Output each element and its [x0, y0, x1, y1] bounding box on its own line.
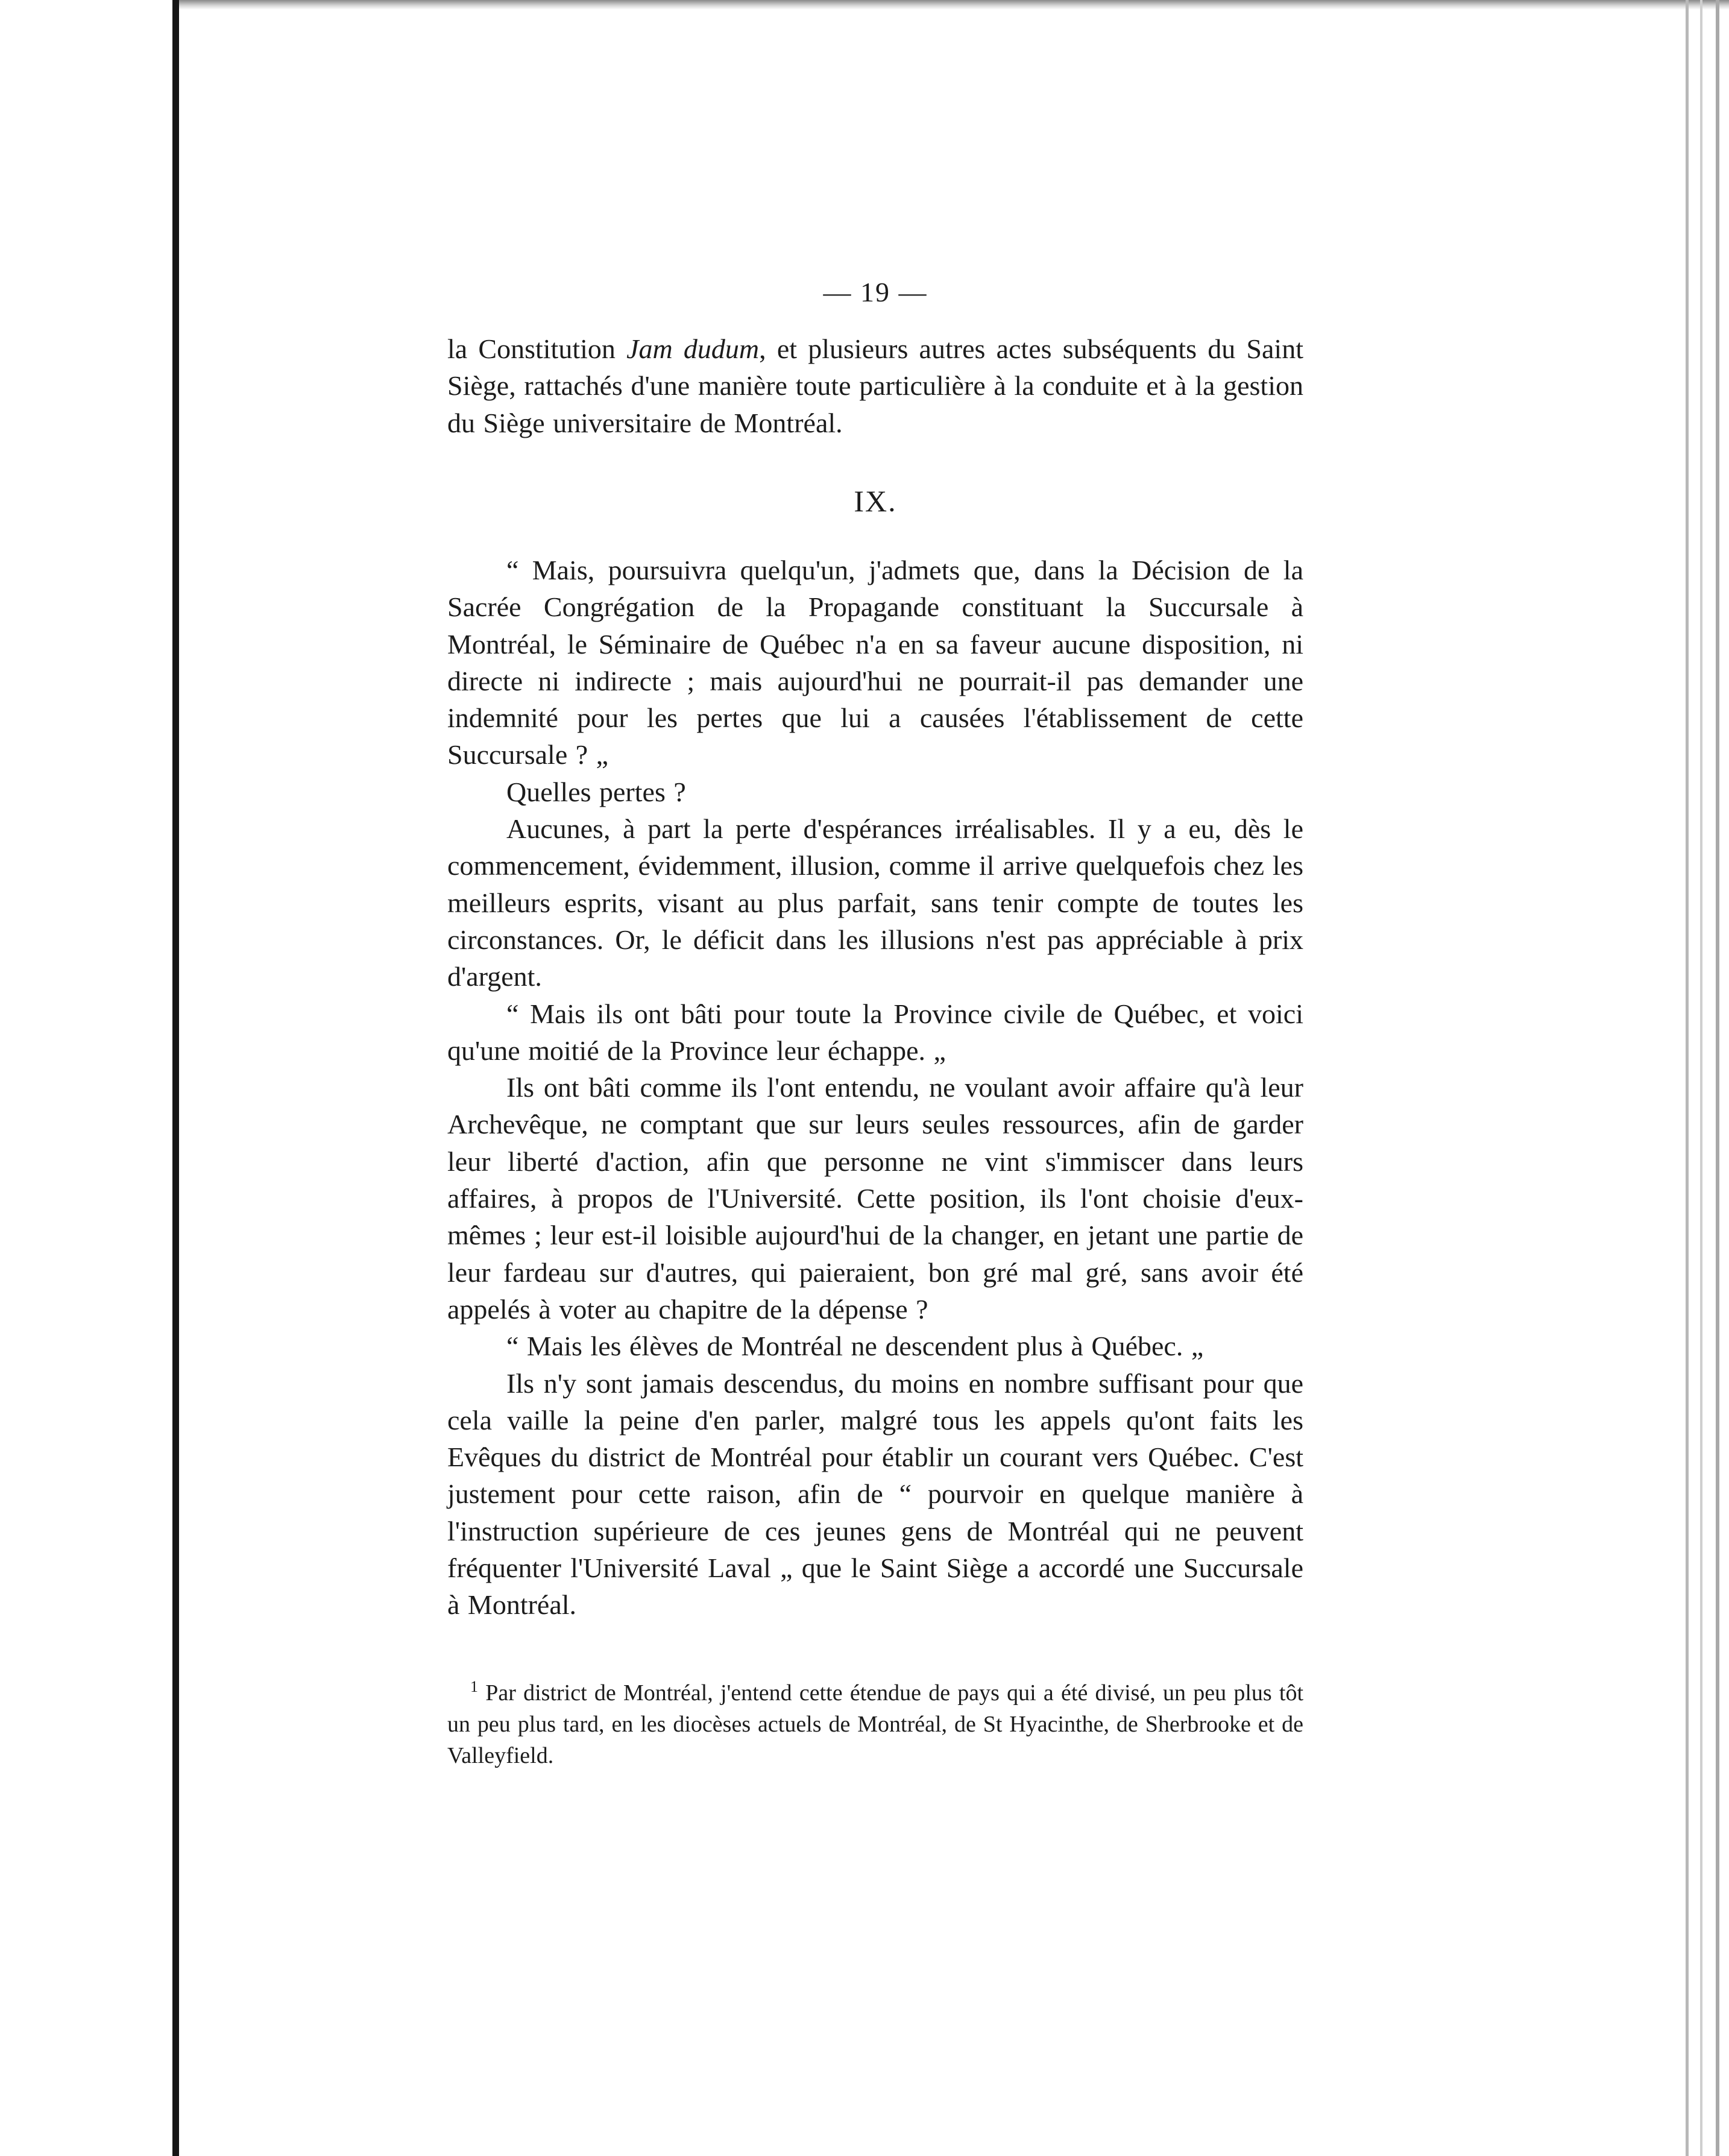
footnote: [447, 1677, 1303, 1771]
footnote-text: Par district de Montréal, j'entend cette étendue de pays qui a été divisé, un peu plus tôt un peu plus tard, en les diocèses actuels de Montréal, de St Hyacinthe, de Sherbrooke et de Valleyfield.: [447, 1680, 1304, 1768]
page-edge: [1686, 0, 1689, 2156]
paragraph: “ Mais, poursuivra quelqu'un, j'admets que, dans la Décision de la Sacrée Congrégation de la Propagande constituant la Succursale à Montréal, le Séminaire de Québec n'a en sa faveur aucune disposition, ni directe ni indirecte ; mais aujourd'hui ne pourrait-il pas demander une indemnité pour les pertes que lui a causées l'établissement de cette Succursale ? „: [447, 555, 1303, 771]
page-number: — 19 —: [823, 277, 928, 307]
paragraph: Ils ont bâti comme ils l'ont entendu, ne voulant avoir affaire qu'à leur Archevêque, ne comptant que sur leurs seules ressources, afin de garder leur liberté d'action, afin que personne ne vint s'immiscer dans leurs affaires, à propos de l'Université. Cette position, ils l'ont choisie d'eux-mêmes ; leur est-il loisible aujourd'hui de la changer, en jetant une partie de leur fardeau sur d'autres, qui paieraient, bon gré mal gré, sans avoir été appelés à voter au chapitre de la dépense ?: [447, 1072, 1303, 1325]
section-heading: IX.: [854, 484, 897, 518]
opening-paragraph: [447, 330, 1303, 441]
page-edge: [1716, 0, 1719, 2156]
opening-title-italic: Jam dudum: [626, 333, 760, 364]
paragraph: “ Mais les élèves de Montréal ne descendent plus à Québec. „: [506, 1331, 1204, 1362]
paragraph: Aucunes, à part la perte d'espérances irréalisables. Il y a eu, dès le commencement, évidemment, illusion, comme il arrive quelquefois chez les meilleurs esprits, visant au plus parfait, sans tenir compte de toutes les circonstances. Or, le déficit dans les illusions n'est pas appréciable à prix d'argent.: [447, 813, 1303, 992]
top-edge: [179, 0, 1729, 10]
opening-paragraph-block: [447, 330, 1303, 441]
opening-text-after: , et plusieurs autres actes subséquents du Saint Siège, rattachés d'une manière toute particulière à la conduite et à la gestion du Siège universitaire de Montréal.: [447, 333, 1303, 438]
body-text: [447, 552, 1303, 1624]
opening-text-before: la Constitution: [447, 333, 627, 364]
paragraph: Quelles pertes ?: [506, 776, 686, 807]
binding-edge: [172, 0, 179, 2156]
paragraph: Ils n'y sont jamais descendus, du moins en nombre suffisant pour que cela vaille la peine d'en parler, malgré tous les appels qu'ont faits les Evêques du district de Montréal pour établir un courant vers Québec. C'est justement pour cette raison, afin de “ pourvoir en quelque manière à l'instruction supérieure de ces jeunes gens de Montréal qui ne peuvent fréquenter l'Université Laval „ que le Saint Siège a accordé une Succursale à Montréal.: [447, 1367, 1303, 1621]
page-edge: [1700, 0, 1702, 2156]
paragraph: “ Mais ils ont bâti pour toute la Province civile de Québec, et voici qu'une moitié de la Province leur échappe. „: [447, 998, 1303, 1066]
footnote-text-block: [447, 1677, 1303, 1771]
footnote-marker: 1: [470, 1678, 478, 1695]
